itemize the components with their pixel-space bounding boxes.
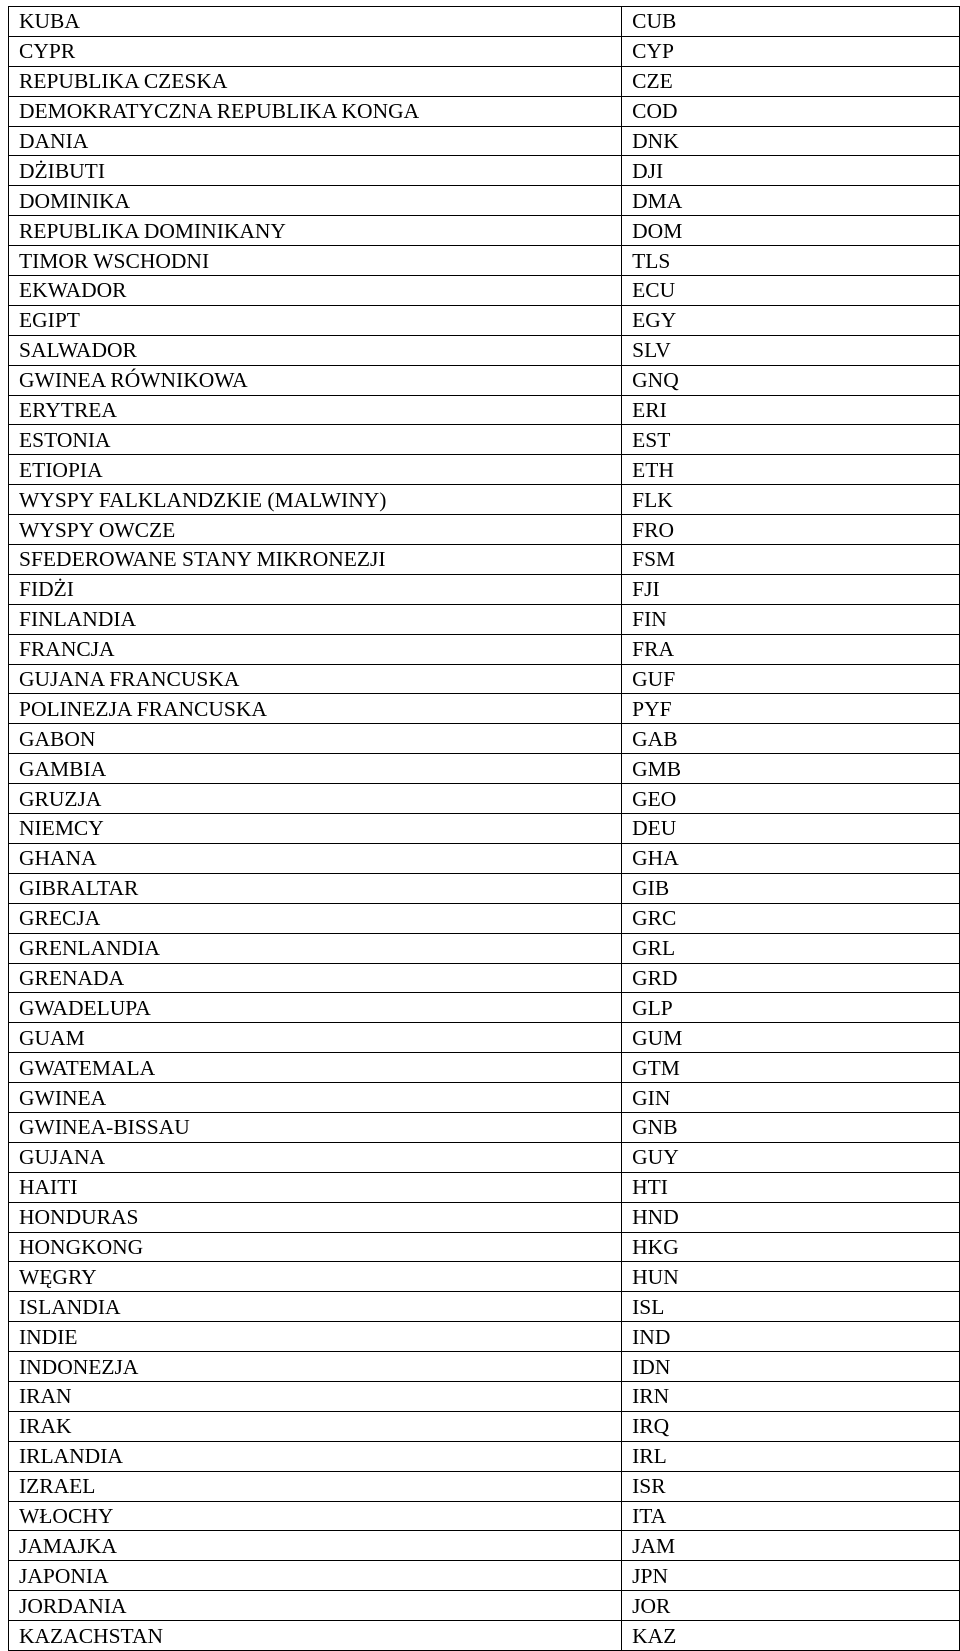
country-name-cell: GRENADA [9,963,622,993]
country-name-cell: GWATEMALA [9,1053,622,1083]
country-code-cell: FRO [622,515,960,545]
country-name-cell: GUAM [9,1023,622,1053]
table-row [9,1561,960,1591]
table-row [9,1172,960,1202]
country-name-cell: IRAK [9,1411,622,1441]
country-code-cell: IRN [622,1381,960,1411]
table-row [9,724,960,754]
table-row [9,126,960,156]
table-row [9,1441,960,1471]
country-name-cell: FINLANDIA [9,604,622,634]
country-code-cell: EGY [622,305,960,335]
table-row [9,276,960,306]
country-code-cell: GAB [622,724,960,754]
country-code-cell: GIB [622,873,960,903]
table-row [9,66,960,96]
country-name-cell: ERYTREA [9,395,622,425]
table-row [9,1352,960,1382]
country-code-cell: DJI [622,156,960,186]
country-name-cell: INDIE [9,1322,622,1352]
country-code-cell: FSM [622,545,960,575]
table-row [9,1053,960,1083]
country-code-cell: CYP [622,36,960,66]
country-code-cell: JOR [622,1591,960,1621]
country-name-cell: GUJANA FRANCUSKA [9,664,622,694]
table-row [9,395,960,425]
table-row [9,1023,960,1053]
country-name-cell: REPUBLIKA DOMINIKANY [9,216,622,246]
country-name-cell: DŻIBUTI [9,156,622,186]
country-name-cell: SFEDEROWANE STANY MIKRONEZJI [9,545,622,575]
country-name-cell: HONDURAS [9,1202,622,1232]
country-name-cell: ESTONIA [9,425,622,455]
country-code-cell: HKG [622,1232,960,1262]
country-code-cell: EST [622,425,960,455]
country-code-cell: GIN [622,1083,960,1113]
table-row [9,1292,960,1322]
country-code-cell: GTM [622,1053,960,1083]
country-name-cell: GRENLANDIA [9,933,622,963]
country-code-cell: GLP [622,993,960,1023]
country-name-cell: GAMBIA [9,754,622,784]
country-name-cell: FRANCJA [9,634,622,664]
country-code-cell: DMA [622,186,960,216]
country-code-cell: HUN [622,1262,960,1292]
table-row [9,634,960,664]
table-row [9,156,960,186]
table-row [9,1232,960,1262]
country-name-cell: WĘGRY [9,1262,622,1292]
country-name-cell: IZRAEL [9,1471,622,1501]
country-name-cell: ISLANDIA [9,1292,622,1322]
country-code-cell: GNQ [622,365,960,395]
table-row [9,754,960,784]
country-name-cell: HONGKONG [9,1232,622,1262]
table-row [9,843,960,873]
country-code-cell: FIN [622,604,960,634]
country-code-cell: JPN [622,1561,960,1591]
table-row [9,7,960,37]
country-code-cell: ISR [622,1471,960,1501]
country-name-cell: HAITI [9,1172,622,1202]
country-code-cell: IRL [622,1441,960,1471]
country-code-cell: GEO [622,784,960,814]
table-row [9,784,960,814]
country-name-cell: IRLANDIA [9,1441,622,1471]
country-name-cell: GRUZJA [9,784,622,814]
table-row [9,335,960,365]
country-name-cell: CYPR [9,36,622,66]
table-row [9,246,960,276]
table-row [9,96,960,126]
country-code-cell: GRL [622,933,960,963]
country-code-cell: IRQ [622,1411,960,1441]
table-row [9,545,960,575]
country-name-cell: GUJANA [9,1142,622,1172]
country-name-cell: DOMINIKA [9,186,622,216]
country-code-cell: GRC [622,903,960,933]
country-code-cell: FLK [622,485,960,515]
country-code-cell: ECU [622,276,960,306]
table-row [9,365,960,395]
country-name-cell: WYSPY OWCZE [9,515,622,545]
country-name-cell: NIEMCY [9,814,622,844]
table-row [9,1411,960,1441]
table-row [9,963,960,993]
country-code-table [8,6,960,1651]
table-row [9,515,960,545]
country-code-cell: CZE [622,66,960,96]
table-row [9,814,960,844]
country-code-cell: FRA [622,634,960,664]
table-row [9,664,960,694]
country-name-cell: GWINEA RÓWNIKOWA [9,365,622,395]
country-code-cell: IND [622,1322,960,1352]
table-row [9,1322,960,1352]
country-name-cell: TIMOR WSCHODNI [9,246,622,276]
country-code-cell: ERI [622,395,960,425]
country-code-cell: PYF [622,694,960,724]
country-code-cell: COD [622,96,960,126]
country-name-cell: INDONEZJA [9,1352,622,1382]
country-code-cell: GNB [622,1112,960,1142]
country-code-cell: GUY [622,1142,960,1172]
table-row [9,933,960,963]
table-row [9,903,960,933]
table-row [9,485,960,515]
table-row [9,993,960,1023]
country-code-cell: ITA [622,1501,960,1531]
table-row [9,216,960,246]
country-name-cell: JAPONIA [9,1561,622,1591]
country-name-cell: GRECJA [9,903,622,933]
table-row [9,1083,960,1113]
country-name-cell: DANIA [9,126,622,156]
table-row [9,873,960,903]
country-code-cell: ETH [622,455,960,485]
country-code-cell: FJI [622,574,960,604]
table-row [9,1262,960,1292]
table-row [9,1471,960,1501]
country-code-cell: GUM [622,1023,960,1053]
table-row [9,36,960,66]
country-code-cell: GRD [622,963,960,993]
table-row [9,1501,960,1531]
country-name-cell: SALWADOR [9,335,622,365]
country-name-cell: GHANA [9,843,622,873]
table-row [9,694,960,724]
country-name-cell: IRAN [9,1381,622,1411]
country-name-cell: REPUBLIKA CZESKA [9,66,622,96]
country-name-cell: EGIPT [9,305,622,335]
country-code-cell: GHA [622,843,960,873]
country-code-cell: JAM [622,1531,960,1561]
country-name-cell: FIDŻI [9,574,622,604]
country-code-cell: IDN [622,1352,960,1382]
country-code-cell: DOM [622,216,960,246]
country-name-cell: GWINEA-BISSAU [9,1112,622,1142]
country-code-cell: GMB [622,754,960,784]
table-row [9,1621,960,1651]
country-name-cell: EKWADOR [9,276,622,306]
country-name-cell: KAZACHSTAN [9,1621,622,1651]
country-name-cell: ETIOPIA [9,455,622,485]
table-row [9,455,960,485]
country-name-cell: JORDANIA [9,1591,622,1621]
country-code-cell: ISL [622,1292,960,1322]
country-code-cell: CUB [622,7,960,37]
table-row [9,305,960,335]
table-row [9,425,960,455]
country-code-cell: TLS [622,246,960,276]
country-name-cell: POLINEZJA FRANCUSKA [9,694,622,724]
table-row [9,574,960,604]
country-name-cell: DEMOKRATYCZNA REPUBLIKA KONGA [9,96,622,126]
table-row [9,1531,960,1561]
country-name-cell: GWADELUPA [9,993,622,1023]
country-code-cell: HTI [622,1172,960,1202]
table-row [9,1112,960,1142]
country-code-cell: KAZ [622,1621,960,1651]
country-code-cell: SLV [622,335,960,365]
country-name-cell: GIBRALTAR [9,873,622,903]
country-name-cell: JAMAJKA [9,1531,622,1561]
table-row [9,1381,960,1411]
country-name-cell: GABON [9,724,622,754]
country-code-cell: DNK [622,126,960,156]
table-row [9,1142,960,1172]
country-name-cell: KUBA [9,7,622,37]
table-row [9,1591,960,1621]
country-name-cell: GWINEA [9,1083,622,1113]
country-code-rows [9,7,960,1651]
country-code-cell: HND [622,1202,960,1232]
table-row [9,1202,960,1232]
country-name-cell: WŁOCHY [9,1501,622,1531]
country-name-cell: WYSPY FALKLANDZKIE (MALWINY) [9,485,622,515]
country-code-cell: DEU [622,814,960,844]
table-row [9,186,960,216]
country-code-cell: GUF [622,664,960,694]
table-row [9,604,960,634]
